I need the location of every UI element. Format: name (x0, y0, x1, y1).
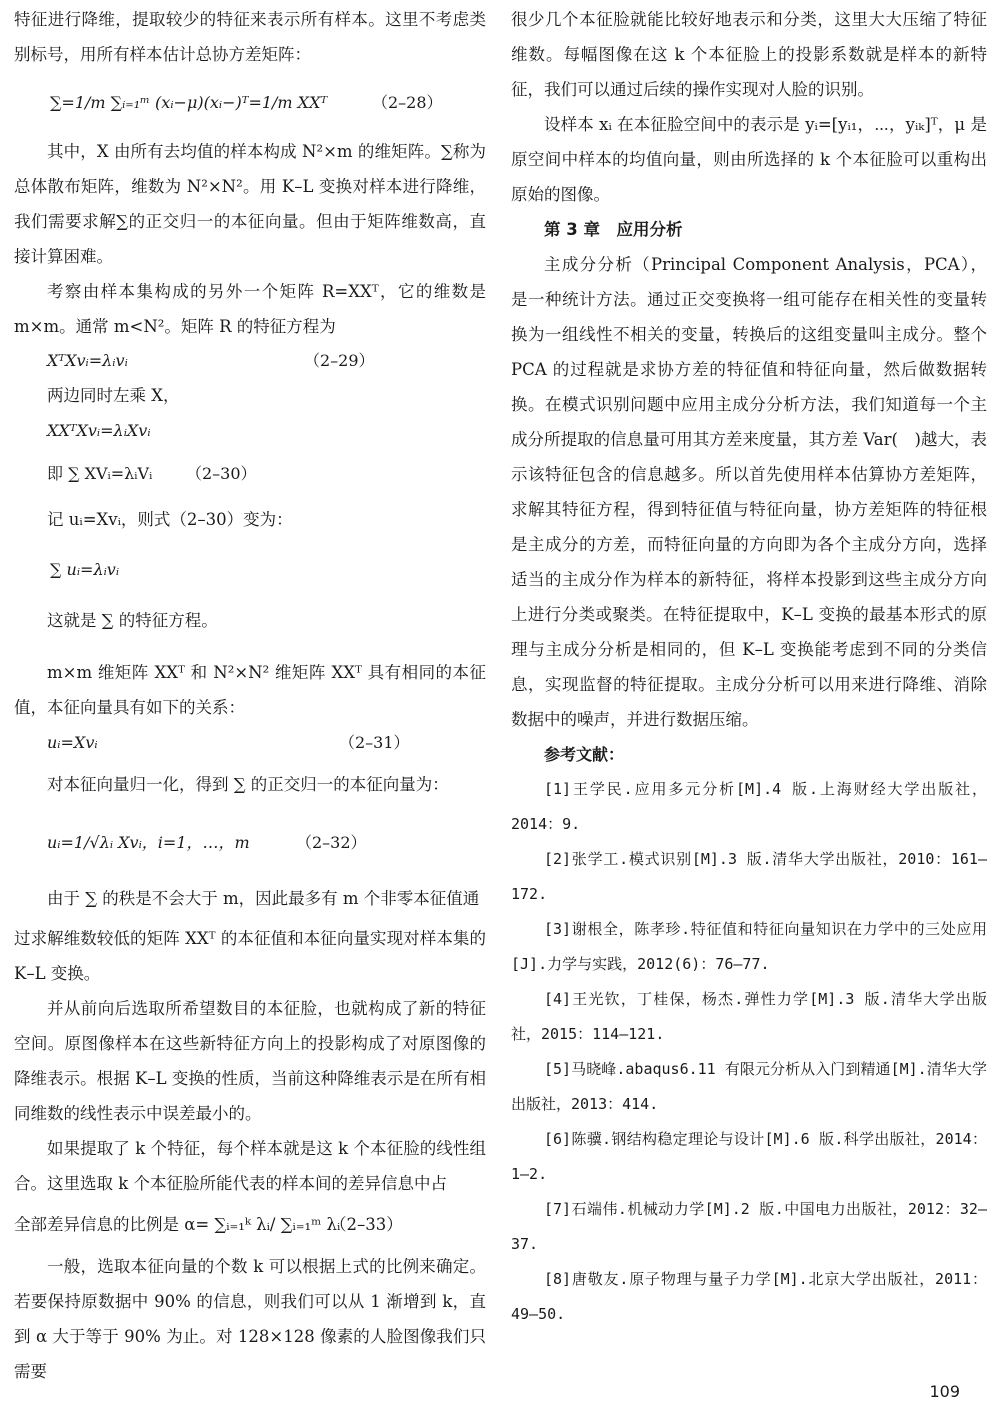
references-heading: 参考文献： (544, 745, 625, 764)
references-list (511, 772, 987, 1332)
equation-2-28 (14, 72, 486, 134)
paragraph: 由于 ∑ 的秩是不会大于 m，因此最多有 m 个非零本征值通 (47, 889, 480, 908)
equation-2-31 (14, 725, 486, 761)
paragraph: 并从前向后选取所希望数目的本征脸，也就构成了新的特征空间。原图像样本在这些新特征方向上的投影构成了对原图像的降维表示。根据 K–L 变换的性质，当前这种降维表示是在所有相同维数的线性表示中误差最小的。 (14, 999, 486, 1123)
paragraph: 主成分分析（Principal Component Analysis，PCA），是一种统计方法。通过正交变换将一组可能存在相关性的变量转换为一组线性不相关的变量，转换后的这组变量叫主成分。整个 PCA 的过程就是求协方差的特征值和特征向量，然后做数据转换。在模式识别问题中应用主成分分析方法，我们知道每一个主成分所提取的信息量可用其方差来度量，其方差 Var( )越大，表示该特征包含的信息越多。所以首先使用样本估算协方差矩阵，求解其特征方程，得到特征值与特征向量，协方差矩阵的特征根是主成分的方差，而特征向量的方向即为各个主成分方向，选择适当的主成分作为样本的新特征，将样本投影到这些主成分方向上进行分类或聚类。在特征提取中，K–L 变换的最基本形式的原理与主成分分析是相同的，但 K–L 变换能考虑到不同的分类信息，实现监督的特征提取。主成分分析可以用来进行降维、消除数据中的噪声，并进行数据压缩。 (511, 255, 987, 729)
reference-item: [8]唐敬友.原子物理与量子力学[M].北京大学出版社，2011：49–50. (511, 1270, 987, 1323)
equation-body: XᵀXvᵢ=λᵢvᵢ (47, 351, 128, 370)
equation-2-29 (14, 344, 486, 378)
reference-item: [6]陈骥.钢结构稳定理论与设计[M].6 版.科学出版社，2014：1–2. (511, 1130, 987, 1183)
equation-number: （2–28） (372, 93, 443, 112)
equation-2-33 (14, 1201, 486, 1249)
equation-intermediate (14, 413, 486, 449)
right-column (511, 0, 987, 1332)
reference-item: [7]石端伟.机械动力学[M].2 版.中国电力出版社，2012：32–37. (511, 1200, 987, 1253)
equation-body: 全部差异信息的比例是 α= ∑ᵢ₌₁ᵏ λᵢ/ ∑ᵢ₌₁ᵐ λᵢ (14, 1215, 341, 1234)
equation-2-30 (14, 449, 486, 499)
paragraph: 如果提取了 k 个特征，每个样本就是这 k 个本征脸的线性组合。这里选取 k 个本征脸所能代表的样本间的差异信息中占 (14, 1139, 486, 1193)
paragraph: 过求解维数较低的矩阵 XXᵀ 的本征值和本征向量实现对样本集的 K–L 变换。 (14, 929, 486, 983)
equation-body: ∑ uᵢ=λᵢvᵢ (50, 560, 120, 579)
paragraph: 这就是 ∑ 的特征方程。 (47, 611, 218, 630)
paragraph: 很少几个本征脸就能比较好地表示和分类，这里大大压缩了特征维数。每幅图像在这 k 个本征脸上的投影系数就是样本的新特征，我们可以通过后续的操作实现对人脸的识别。 (511, 10, 987, 99)
equation-body: uᵢ=Xvᵢ (47, 733, 98, 752)
reference-item: [1]王学民.应用多元分析[M].4 版.上海财经大学出版社，2014：9. (511, 780, 987, 833)
equation-number: （2–30） (186, 464, 257, 483)
equation-number: （2–33） (330, 1215, 403, 1234)
paragraph: 对本征向量归一化，得到 ∑ 的正交归一的本征向量为： (47, 775, 449, 794)
equation-body: ∑=1/m ∑ᵢ₌₁ᵐ (xᵢ−μ)(xᵢ−)ᵀ=1/m XXᵀ (50, 93, 328, 112)
paragraph: 两边同时左乘 X， (47, 386, 180, 405)
equation-number: （2–29） (304, 351, 375, 370)
equation-2-32 (14, 809, 486, 877)
paragraph: 记 uᵢ=Xvᵢ，则式（2–30）变为： (47, 510, 293, 529)
equation-number: （2–31） (339, 733, 410, 752)
section-heading: 第 3 章 应用分析 (544, 220, 683, 239)
equation-number: （2–32） (296, 833, 367, 852)
equation-body: 即 ∑ XVᵢ=λᵢVᵢ (47, 464, 153, 483)
equation-body: XXᵀXvᵢ=λᵢXvᵢ (47, 421, 151, 440)
paragraph: 考察由样本集构成的另外一个矩阵 R=XXᵀ，它的维数是 m×m。通常 m<N²。矩阵 R 的特征方程为 (14, 282, 486, 336)
left-column (14, 0, 486, 1389)
reference-item: [2]张学工.模式识别[M].3 版.清华大学出版社，2010：161–172. (511, 850, 987, 903)
paragraph: 一般，选取本征向量的个数 k 可以根据上式的比例来确定。若要保持原数据中 90% 的信息，则我们可以从 1 渐增到 k，直到 α 大于等于 90% 为止。对 128×128 像素的人脸图像我们只需要 (14, 1257, 486, 1381)
reference-item: [4]王光钦，丁桂保，杨杰.弹性力学[M].3 版.清华大学出版社，2015：114–121. (511, 990, 987, 1043)
paragraph: 特征进行降维，提取较少的特征来表示所有样本。这里不考虑类别标号，用所有样本估计总协方差矩阵： (14, 10, 486, 64)
paragraph: 其中，X 由所有去均值的样本构成 N²×m 的维矩阵。∑称为总体散布矩阵，维数为 N²×N²。用 K–L 变换对样本进行降维，我们需要求解∑的正交归一的本征向量。但由于矩阵维数高，直接计算困难。 (14, 142, 486, 266)
reference-item: [3]谢根全，陈孝珍.特征值和特征向量知识在力学中的三处应用[J].力学与实践，2012(6)：76–77. (511, 920, 987, 973)
reference-item: [5]马晓峰.abaqus6.11 有限元分析从入门到精通[M].清华大学出版社，2013：414. (511, 1060, 987, 1113)
paragraph: 设样本 xᵢ 在本征脸空间中的表示是 yᵢ=[yᵢ₁，⋯，yᵢₖ]ᵀ，μ 是原空间中样本的均值向量，则由所选择的 k 个本征脸可以重构出原始的图像。 (511, 115, 987, 204)
equation-body: uᵢ=1/√λᵢ Xvᵢ，i=1，…，m (47, 833, 250, 852)
equation-sigma-u (14, 541, 486, 599)
page-number: 109 (929, 1382, 960, 1401)
paragraph: m×m 维矩阵 XXᵀ 和 N²×N² 维矩阵 XXᵀ 具有相同的本征值，本征向量具有如下的关系： (14, 663, 486, 717)
